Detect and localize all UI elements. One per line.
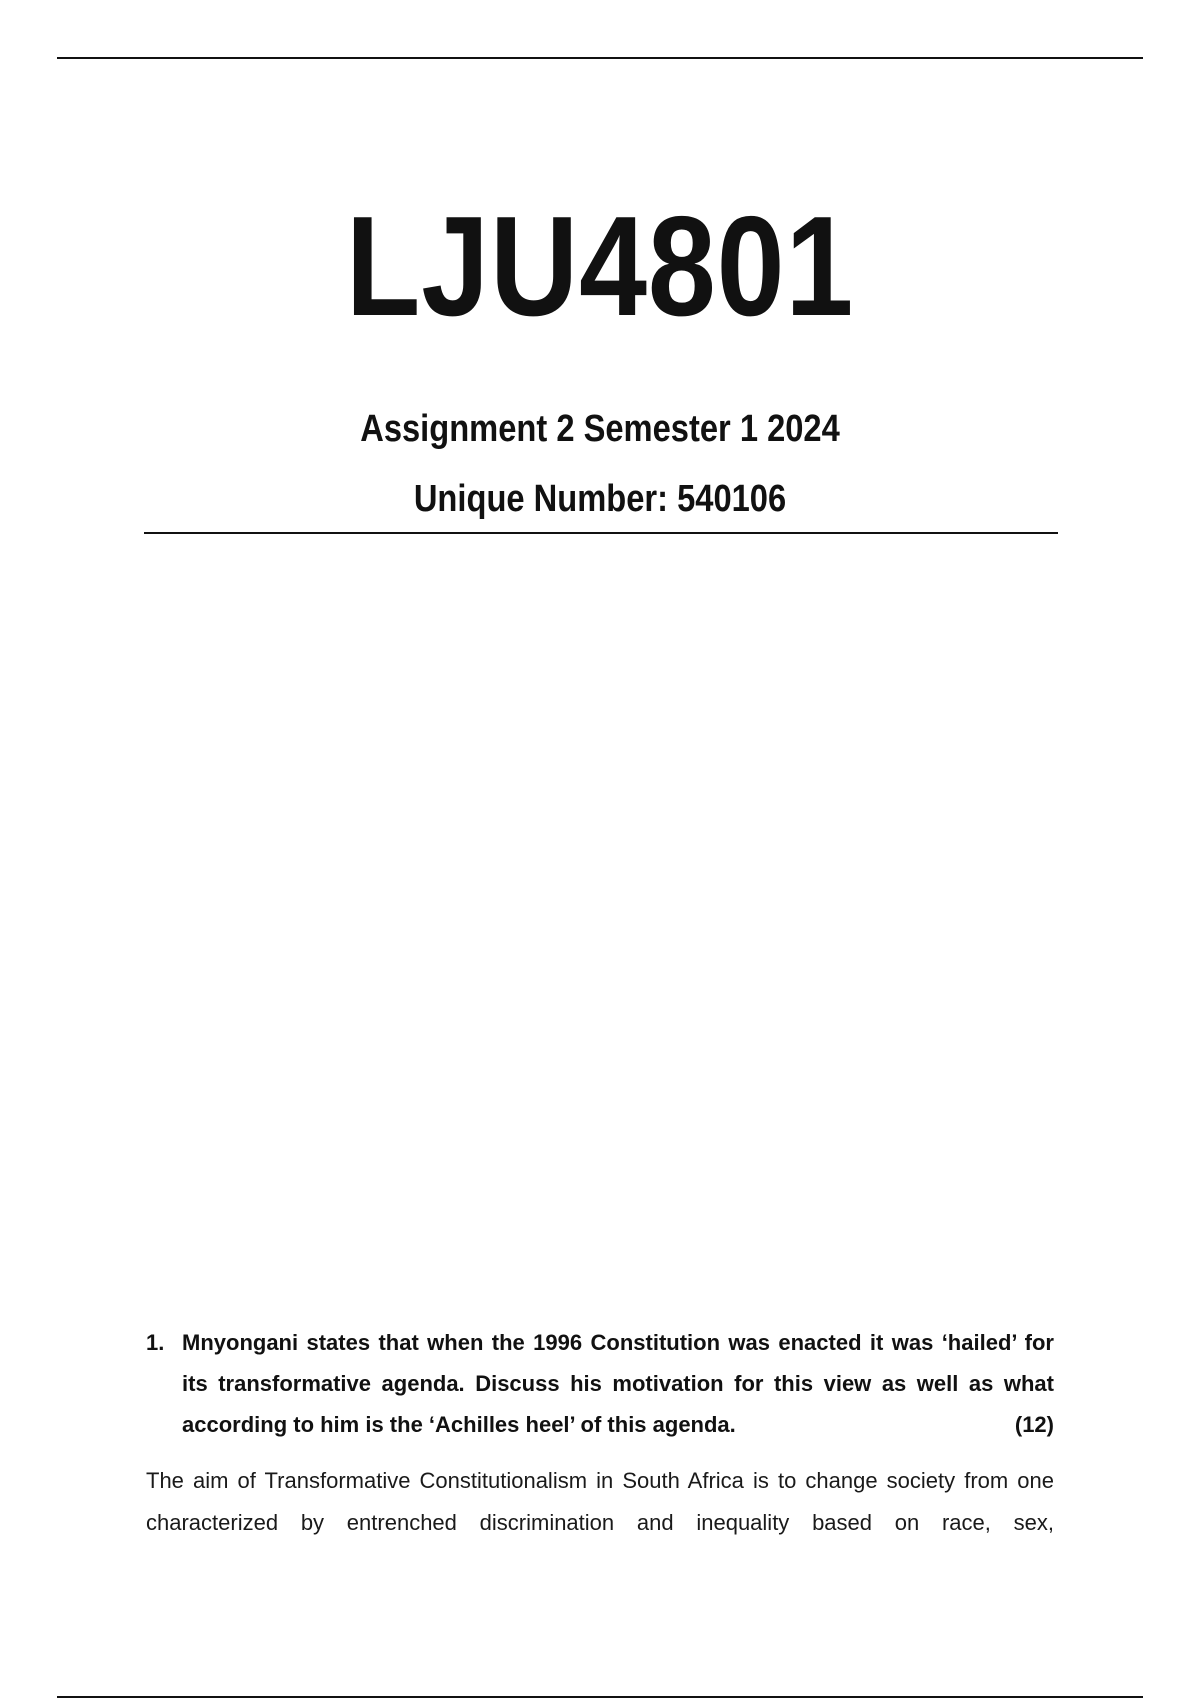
assignment-subtitle: Assignment 2 Semester 1 2024 [360,408,840,450]
top-rule [57,57,1143,59]
question-marks: (12) [1014,1412,1054,1437]
title-divider [144,532,1058,534]
question-block [146,1322,1054,1445]
unique-number-subtitle: Unique Number: 540106 [413,478,787,520]
answer-paragraph: The aim of Transformative Constitutionalism in South Africa is to change society from one characterized by entrenched discrimination and inequality based on race, sex, [146,1468,1054,1535]
question-text: Mnyongani states that when the 1996 Constitution was enacted it was ‘hailed’ for its transformative agenda. Discuss his motivation for this view as well as what according to him is the ‘Achilles heel’ of this agenda. [182,1330,1054,1437]
bottom-rule [57,1696,1143,1698]
course-code-title: LJU4801 [345,187,855,346]
question-number: 1. [146,1330,165,1355]
question-text-wrapper [182,1322,1054,1445]
